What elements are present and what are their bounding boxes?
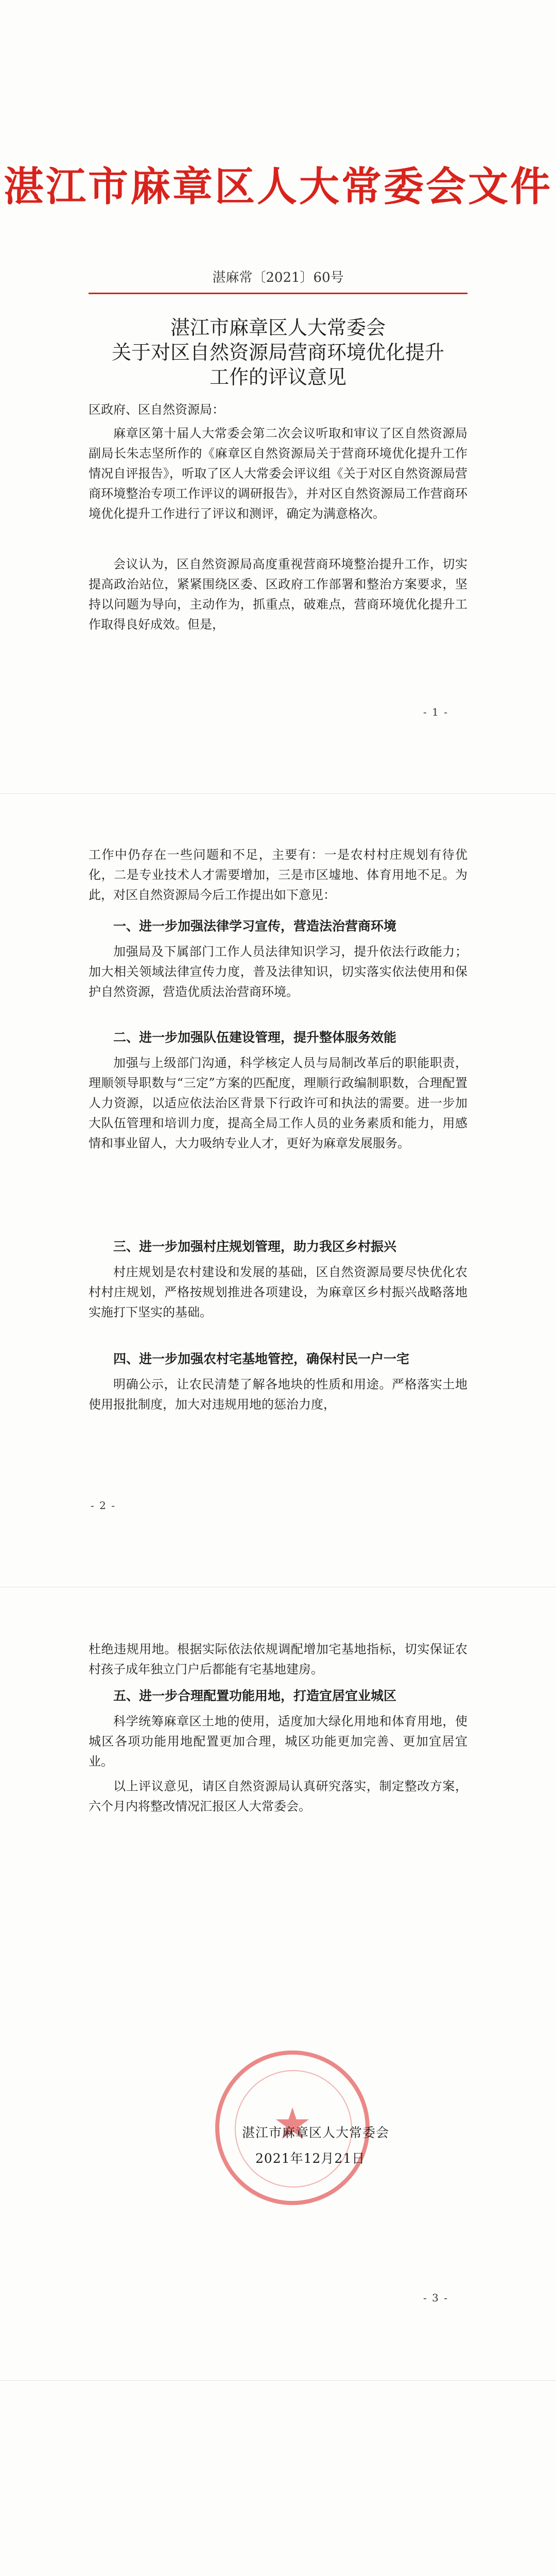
paragraph-6: 村庄规划是农村建设和发展的基础，区自然资源局要尽快优化农村村庄规划，严格按规划推进各项建设，为麻章区乡村振兴战略落地实施打下坚实的基础。 bbox=[89, 1265, 467, 1319]
page-divider bbox=[0, 2380, 556, 2381]
section-heading-4: 四、进一步加强农村宅基地管控，确保村民一户一宅 bbox=[113, 1351, 410, 1366]
document-number: 湛麻常〔2021〕60号 bbox=[212, 270, 344, 285]
section-heading-5: 五、进一步合理配置功能用地，打造宜居宜业城区 bbox=[113, 1688, 397, 1703]
paragraph-5: 加强与上级部门沟通，科学核定人员与局制改革后的职能职责，理顺领导职数与“三定”方案的匹配度，理顺行政编制职数，合理配置人力资源，以适应依法治区背景下行政许可和执法的需要。进一步加大队伍管理和培训力度，提高全局工作人员的业务素质和能力，用感情和事业留人，大力吸纳专业人才，更好为麻章发展服务。 bbox=[89, 1056, 467, 1150]
document-header-title: 湛江市麻章区人大常委会文件 bbox=[3, 164, 552, 210]
seal-star-icon: ★ bbox=[273, 2098, 312, 2149]
paragraph-3: 工作中仍存在一些问题和不足，主要有：一是农村村庄规划有待优化，二是专业技术人才需要增加，三是市区墟地、体育用地不足。为此，对区自然资源局今后工作提出如下意见： bbox=[89, 848, 467, 902]
signature-date: 2021年12月21日 bbox=[255, 2151, 366, 2166]
page-title bbox=[77, 315, 479, 389]
paragraph-7: 明确公示，让农民清楚了解各地块的性质和用途。严格落实土地使用报批制度，加大对违规用地的惩治力度， bbox=[89, 1377, 467, 1412]
page-number-2: - 2 - bbox=[91, 1499, 116, 1512]
title-line-2: 关于对区自然资源局营商环境优化提升 bbox=[111, 341, 444, 364]
paragraph-8: 杜绝违规用地。根据实际依法依规调配增加宅基地指标，切实保证农村孩子成年独立门户后都能有宅基地建房。 bbox=[89, 1642, 467, 1676]
paragraph-9: 科学统筹麻章区土地的使用，适度加大绿化用地和体育用地，使城区各项功能用地配置更加合理，城区功能更加完善、更加宜居宜业。 bbox=[89, 1714, 467, 1769]
section-heading-2: 二、进一步加强队伍建设管理，提升整体服务效能 bbox=[113, 1030, 397, 1045]
section-heading-3: 三、进一步加强村庄规划管理，助力我区乡村振兴 bbox=[113, 1239, 397, 1254]
paragraph-10: 以上评议意见，请区自然资源局认真研究落实，制定整改方案，六个月内将整改情况汇报区人大常委会。 bbox=[89, 1779, 467, 1814]
signature-org: 湛江市麻章区人大常委会 bbox=[242, 2125, 390, 2140]
salutation: 区政府、区自然资源局： bbox=[89, 402, 224, 417]
paragraph-4: 加强局及下属部门工作人员法律知识学习，提升依法行政能力；加大相关领域法律宣传力度，普及法律知识，切实落实依法使用和保护自然资源，营造优质法治营商环境。 bbox=[89, 944, 467, 999]
page-divider bbox=[0, 793, 556, 794]
page-number-1: - 1 - bbox=[423, 706, 448, 718]
title-line-3: 工作的评议意见 bbox=[209, 366, 346, 388]
paragraph-2: 会议认为，区自然资源局高度重视营商环境整治提升工作，切实提高政治站位，紧紧围绕区委、区政府工作部署和整治方案要求，坚持以问题为导向，主动作为，抓重点，破难点，营商环境优化提升工作取得良好成效。但是， bbox=[89, 557, 467, 632]
page-number-3: - 3 - bbox=[423, 2292, 448, 2304]
paragraph-1: 麻章区第十届人大常委会第二次会议听取和审议了区自然资源局副局长朱志坚所作的《麻章区自然资源局关于营商环境优化提升工作情况自评报告》，听取了区人大常委会评议组《关于对区自然资源局营商环境整治专项工作评议的调研报告》，并对区自然资源局工作营商环境优化提升工作进行了评议和测评，确定为满意格次。 bbox=[89, 426, 467, 521]
red-divider bbox=[89, 293, 467, 294]
section-heading-1: 一、进一步加强法律学习宣传，营造法治营商环境 bbox=[113, 919, 397, 934]
title-line-1: 湛江市麻章区人大常委会 bbox=[170, 316, 386, 339]
